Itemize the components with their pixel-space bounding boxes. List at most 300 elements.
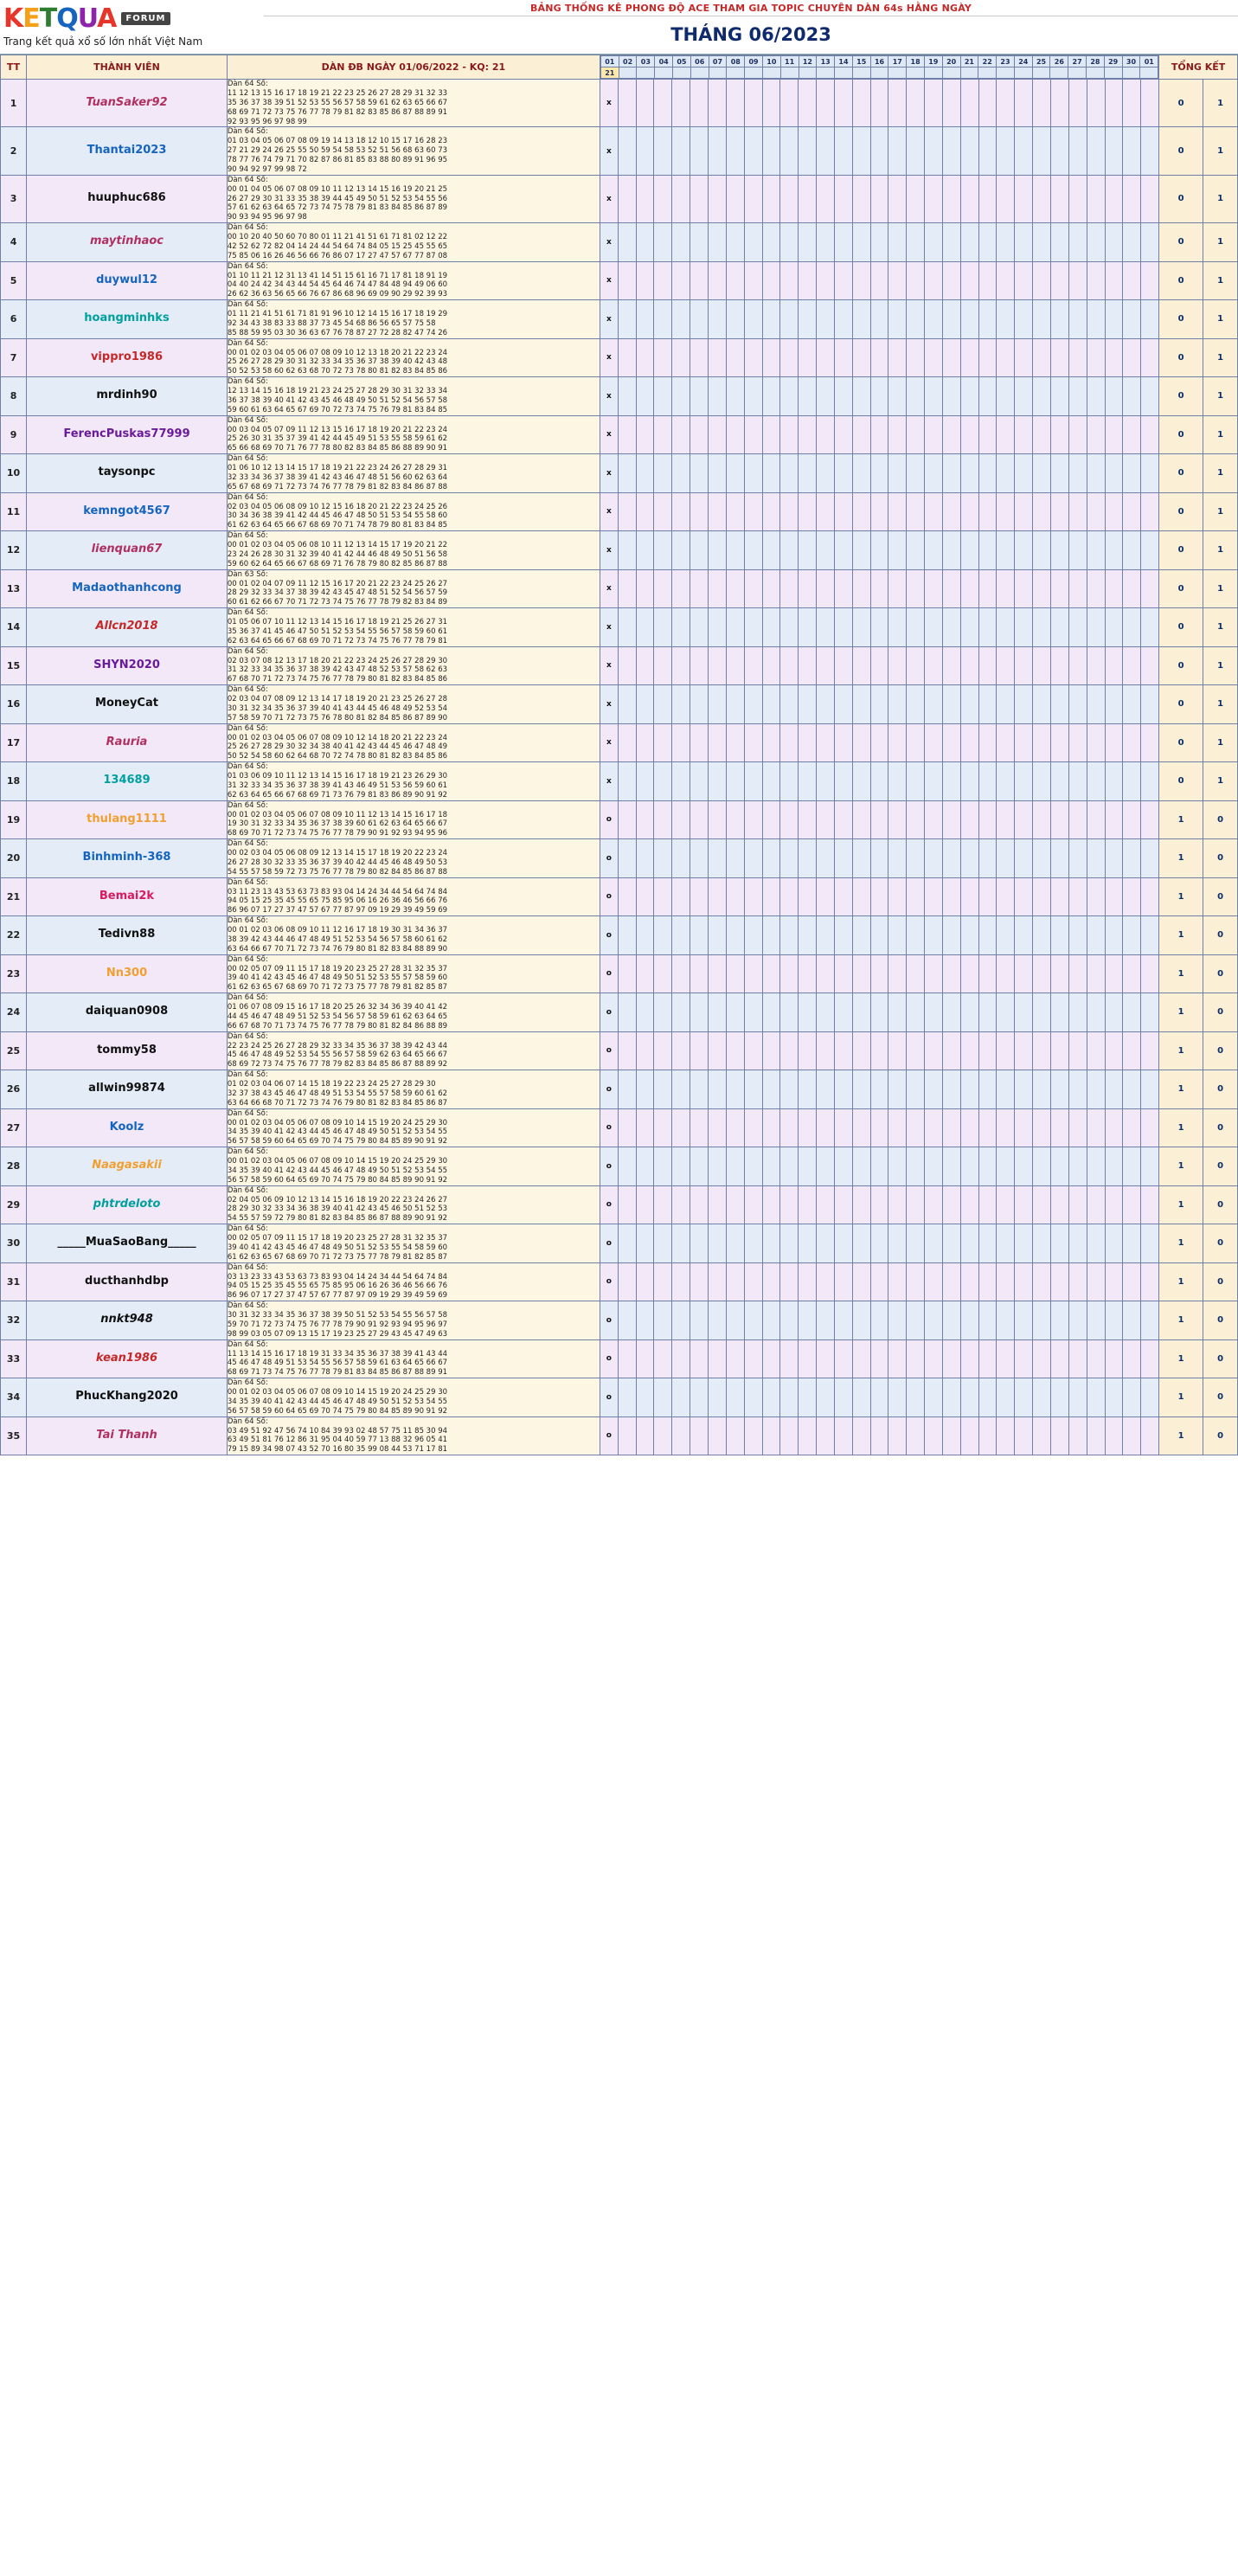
day-cell[interactable] [799, 569, 817, 608]
day-cell[interactable] [799, 608, 817, 647]
day-cell[interactable] [870, 223, 888, 262]
day-column-header[interactable]: 28 [1087, 56, 1105, 67]
member-name[interactable]: huuphuc686 [27, 175, 228, 222]
day-cell[interactable] [762, 127, 780, 175]
day-cell[interactable] [654, 127, 672, 175]
day-cell[interactable] [1141, 1378, 1159, 1417]
day-cell[interactable] [888, 569, 907, 608]
day-cell[interactable] [654, 1416, 672, 1455]
day-cell[interactable] [1033, 916, 1051, 955]
day-cell[interactable] [817, 1378, 835, 1417]
day-cell[interactable] [1051, 877, 1069, 916]
day-cell[interactable] [960, 1031, 978, 1070]
day-cell[interactable] [834, 1339, 852, 1378]
day-cell[interactable] [888, 993, 907, 1032]
day-cell[interactable] [852, 877, 870, 916]
day-cell[interactable] [870, 646, 888, 685]
day-cell[interactable] [907, 877, 925, 916]
day-cell[interactable] [925, 916, 943, 955]
day-cell[interactable] [690, 127, 709, 175]
day-cell[interactable] [708, 300, 726, 339]
day-column-header[interactable]: 23 [997, 56, 1015, 67]
day-cell[interactable] [1141, 454, 1159, 493]
day-cell[interactable] [799, 492, 817, 531]
day-cell[interactable] [817, 300, 835, 339]
day-cell[interactable] [780, 954, 799, 993]
day-cell[interactable] [960, 877, 978, 916]
day-cell[interactable] [618, 569, 636, 608]
day-cell[interactable] [690, 454, 709, 493]
day-cell[interactable] [978, 1147, 997, 1186]
day-cell[interactable] [925, 377, 943, 416]
day-cell[interactable] [925, 223, 943, 262]
day-cell[interactable] [888, 223, 907, 262]
day-cell[interactable] [817, 454, 835, 493]
day-cell[interactable] [888, 1416, 907, 1455]
day-cell[interactable] [925, 1031, 943, 1070]
day-cell[interactable] [1015, 954, 1033, 993]
day-cell[interactable] [1068, 993, 1087, 1032]
day-cell[interactable] [1068, 454, 1087, 493]
day-cell[interactable] [834, 1031, 852, 1070]
day-cell[interactable] [834, 492, 852, 531]
day-column-header[interactable]: 01 [1140, 56, 1158, 67]
day-cell[interactable] [1015, 175, 1033, 222]
result-mark-cell[interactable]: o [600, 839, 618, 878]
day-column-header[interactable]: 05 [673, 56, 691, 67]
day-cell[interactable] [654, 261, 672, 300]
day-cell[interactable] [1087, 1262, 1105, 1301]
day-cell[interactable] [1015, 800, 1033, 839]
day-cell[interactable] [1015, 1185, 1033, 1224]
day-cell[interactable] [672, 261, 690, 300]
day-cell[interactable] [888, 839, 907, 878]
day-cell[interactable] [978, 80, 997, 127]
day-cell[interactable] [1015, 608, 1033, 647]
day-cell[interactable] [618, 223, 636, 262]
day-cell[interactable] [1087, 531, 1105, 570]
member-name[interactable]: hoangminhks [27, 300, 228, 339]
day-cell[interactable] [1123, 454, 1141, 493]
day-column-header[interactable]: 18 [907, 56, 925, 67]
day-cell[interactable] [654, 300, 672, 339]
day-cell[interactable] [834, 569, 852, 608]
day-cell[interactable] [799, 1224, 817, 1263]
day-cell[interactable] [744, 531, 762, 570]
day-cell[interactable] [960, 569, 978, 608]
member-name[interactable]: allwin99874 [27, 1070, 228, 1109]
day-cell[interactable] [997, 1185, 1015, 1224]
day-cell[interactable] [708, 723, 726, 762]
day-cell[interactable] [654, 608, 672, 647]
day-cell[interactable] [618, 1339, 636, 1378]
day-cell[interactable] [1015, 300, 1033, 339]
day-cell[interactable] [852, 685, 870, 724]
day-cell[interactable] [817, 1108, 835, 1147]
day-cell[interactable] [978, 338, 997, 377]
day-cell[interactable] [672, 338, 690, 377]
day-cell[interactable] [817, 338, 835, 377]
day-cell[interactable] [852, 1378, 870, 1417]
day-cell[interactable] [1051, 261, 1069, 300]
day-cell[interactable] [888, 800, 907, 839]
day-cell[interactable] [1033, 646, 1051, 685]
result-mark-cell[interactable]: o [600, 877, 618, 916]
day-cell[interactable] [907, 1378, 925, 1417]
day-cell[interactable] [708, 1147, 726, 1186]
day-cell[interactable] [1051, 685, 1069, 724]
day-cell[interactable] [708, 454, 726, 493]
day-cell[interactable] [960, 1147, 978, 1186]
day-cell[interactable] [726, 916, 744, 955]
day-cell[interactable] [1015, 261, 1033, 300]
member-name[interactable]: Koolz [27, 1108, 228, 1147]
day-cell[interactable] [744, 338, 762, 377]
day-cell[interactable] [888, 1147, 907, 1186]
result-mark-cell[interactable]: o [600, 1108, 618, 1147]
day-cell[interactable] [1087, 954, 1105, 993]
result-mark-cell[interactable]: o [600, 1031, 618, 1070]
day-cell[interactable] [1015, 80, 1033, 127]
day-cell[interactable] [780, 1339, 799, 1378]
day-cell[interactable] [960, 916, 978, 955]
day-cell[interactable] [834, 223, 852, 262]
day-cell[interactable] [870, 993, 888, 1032]
day-cell[interactable] [1123, 492, 1141, 531]
day-cell[interactable] [817, 223, 835, 262]
day-cell[interactable] [799, 1301, 817, 1340]
day-column-header[interactable]: 19 [924, 56, 942, 67]
day-cell[interactable] [1141, 300, 1159, 339]
member-name[interactable]: SHYN2020 [27, 646, 228, 685]
day-cell[interactable] [852, 646, 870, 685]
day-cell[interactable] [1033, 300, 1051, 339]
result-mark-cell[interactable]: x [600, 608, 618, 647]
day-cell[interactable] [672, 80, 690, 127]
day-cell[interactable] [1087, 877, 1105, 916]
day-cell[interactable] [978, 1301, 997, 1340]
day-cell[interactable] [780, 1108, 799, 1147]
day-cell[interactable] [942, 531, 960, 570]
day-cell[interactable] [925, 685, 943, 724]
day-cell[interactable] [817, 377, 835, 416]
day-cell[interactable] [852, 261, 870, 300]
member-name[interactable]: nnkt948 [27, 1301, 228, 1340]
day-cell[interactable] [1033, 492, 1051, 531]
day-cell[interactable] [762, 1031, 780, 1070]
day-cell[interactable] [799, 223, 817, 262]
day-cell[interactable] [708, 1262, 726, 1301]
day-cell[interactable] [1123, 531, 1141, 570]
day-cell[interactable] [997, 762, 1015, 801]
day-cell[interactable] [817, 492, 835, 531]
day-cell[interactable] [654, 723, 672, 762]
day-cell[interactable] [1033, 993, 1051, 1032]
day-cell[interactable] [799, 646, 817, 685]
day-cell[interactable] [1033, 1339, 1051, 1378]
day-cell[interactable] [690, 877, 709, 916]
result-mark-cell[interactable]: o [600, 1224, 618, 1263]
day-cell[interactable] [1123, 877, 1141, 916]
member-name[interactable]: kean1986 [27, 1339, 228, 1378]
day-cell[interactable] [762, 300, 780, 339]
day-cell[interactable] [1141, 839, 1159, 878]
day-cell[interactable] [907, 454, 925, 493]
day-cell[interactable] [654, 338, 672, 377]
day-cell[interactable] [942, 300, 960, 339]
day-cell[interactable] [942, 1224, 960, 1263]
member-name[interactable]: Nn300 [27, 954, 228, 993]
day-cell[interactable] [852, 454, 870, 493]
day-cell[interactable] [1015, 723, 1033, 762]
day-cell[interactable] [726, 454, 744, 493]
day-cell[interactable] [1141, 338, 1159, 377]
day-cell[interactable] [1105, 454, 1123, 493]
day-cell[interactable] [799, 1108, 817, 1147]
day-cell[interactable] [672, 762, 690, 801]
day-cell[interactable] [870, 80, 888, 127]
day-cell[interactable] [1105, 377, 1123, 416]
day-cell[interactable] [744, 954, 762, 993]
day-column-header[interactable]: 16 [870, 56, 888, 67]
day-cell[interactable] [636, 415, 654, 454]
day-cell[interactable] [636, 377, 654, 416]
day-cell[interactable] [834, 80, 852, 127]
day-cell[interactable] [817, 569, 835, 608]
day-cell[interactable] [1087, 569, 1105, 608]
day-cell[interactable] [1033, 608, 1051, 647]
day-cell[interactable] [1087, 454, 1105, 493]
day-cell[interactable] [708, 1301, 726, 1340]
day-cell[interactable] [672, 454, 690, 493]
day-cell[interactable] [744, 839, 762, 878]
day-cell[interactable] [1123, 261, 1141, 300]
day-cell[interactable] [834, 685, 852, 724]
day-cell[interactable] [744, 300, 762, 339]
day-cell[interactable] [852, 1416, 870, 1455]
day-cell[interactable] [817, 175, 835, 222]
day-cell[interactable] [1141, 127, 1159, 175]
day-cell[interactable] [708, 175, 726, 222]
day-cell[interactable] [1105, 1262, 1123, 1301]
day-cell[interactable] [1105, 1416, 1123, 1455]
day-cell[interactable] [925, 839, 943, 878]
day-cell[interactable] [1123, 300, 1141, 339]
day-cell[interactable] [636, 338, 654, 377]
day-cell[interactable] [870, 338, 888, 377]
day-cell[interactable] [852, 608, 870, 647]
day-cell[interactable] [870, 1108, 888, 1147]
day-cell[interactable] [654, 1070, 672, 1109]
day-cell[interactable] [960, 1185, 978, 1224]
day-cell[interactable] [636, 1224, 654, 1263]
day-cell[interactable] [960, 1301, 978, 1340]
day-cell[interactable] [1105, 1339, 1123, 1378]
member-name[interactable]: tommy58 [27, 1031, 228, 1070]
day-cell[interactable] [780, 839, 799, 878]
day-cell[interactable] [654, 80, 672, 127]
day-cell[interactable] [1087, 300, 1105, 339]
day-cell[interactable] [726, 415, 744, 454]
day-cell[interactable] [1141, 877, 1159, 916]
day-cell[interactable] [1123, 1416, 1141, 1455]
day-cell[interactable] [690, 415, 709, 454]
day-cell[interactable] [1068, 800, 1087, 839]
day-cell[interactable] [1087, 1147, 1105, 1186]
day-column-header[interactable]: 14 [835, 56, 853, 67]
day-cell[interactable] [852, 1147, 870, 1186]
day-cell[interactable] [960, 800, 978, 839]
day-cell[interactable] [780, 877, 799, 916]
day-cell[interactable] [762, 1185, 780, 1224]
day-column-header[interactable]: 11 [780, 56, 799, 67]
day-cell[interactable] [1123, 80, 1141, 127]
day-cell[interactable] [834, 175, 852, 222]
day-cell[interactable] [780, 1416, 799, 1455]
day-cell[interactable] [1033, 223, 1051, 262]
day-cell[interactable] [817, 685, 835, 724]
day-cell[interactable] [942, 723, 960, 762]
day-cell[interactable] [1051, 569, 1069, 608]
day-cell[interactable] [618, 916, 636, 955]
day-cell[interactable] [997, 1224, 1015, 1263]
day-cell[interactable] [1123, 723, 1141, 762]
day-cell[interactable] [834, 916, 852, 955]
day-cell[interactable] [888, 877, 907, 916]
day-cell[interactable] [978, 175, 997, 222]
day-cell[interactable] [997, 685, 1015, 724]
day-cell[interactable] [960, 80, 978, 127]
day-cell[interactable] [997, 377, 1015, 416]
day-cell[interactable] [1068, 646, 1087, 685]
day-cell[interactable] [672, 415, 690, 454]
day-cell[interactable] [744, 1339, 762, 1378]
result-mark-cell[interactable]: o [600, 1416, 618, 1455]
day-cell[interactable] [1123, 377, 1141, 416]
day-cell[interactable] [925, 569, 943, 608]
day-cell[interactable] [1087, 261, 1105, 300]
day-cell[interactable] [690, 608, 709, 647]
day-cell[interactable] [1087, 993, 1105, 1032]
day-cell[interactable] [690, 1378, 709, 1417]
day-cell[interactable] [1141, 916, 1159, 955]
day-cell[interactable] [1141, 1224, 1159, 1263]
day-cell[interactable] [852, 531, 870, 570]
day-cell[interactable] [1087, 839, 1105, 878]
day-cell[interactable] [726, 1339, 744, 1378]
day-cell[interactable] [708, 531, 726, 570]
day-cell[interactable] [780, 993, 799, 1032]
day-cell[interactable] [672, 608, 690, 647]
day-cell[interactable] [1015, 454, 1033, 493]
day-cell[interactable] [636, 1339, 654, 1378]
day-cell[interactable] [925, 1378, 943, 1417]
day-cell[interactable] [636, 531, 654, 570]
day-cell[interactable] [708, 1031, 726, 1070]
result-mark-cell[interactable]: x [600, 175, 618, 222]
day-cell[interactable] [852, 1070, 870, 1109]
day-cell[interactable] [1015, 1378, 1033, 1417]
result-mark-cell[interactable]: x [600, 127, 618, 175]
day-cell[interactable] [925, 608, 943, 647]
day-cell[interactable] [907, 175, 925, 222]
day-cell[interactable] [997, 127, 1015, 175]
day-cell[interactable] [870, 1070, 888, 1109]
day-cell[interactable] [780, 415, 799, 454]
result-mark-cell[interactable]: x [600, 723, 618, 762]
day-cell[interactable] [744, 127, 762, 175]
day-cell[interactable] [1141, 492, 1159, 531]
day-cell[interactable] [942, 175, 960, 222]
day-cell[interactable] [744, 762, 762, 801]
member-name[interactable]: Tedivn88 [27, 916, 228, 955]
day-cell[interactable] [907, 492, 925, 531]
day-cell[interactable] [852, 800, 870, 839]
day-cell[interactable] [636, 569, 654, 608]
day-cell[interactable] [1105, 569, 1123, 608]
day-cell[interactable] [799, 127, 817, 175]
day-cell[interactable] [780, 1031, 799, 1070]
day-cell[interactable] [654, 685, 672, 724]
day-cell[interactable] [925, 1070, 943, 1109]
day-cell[interactable] [978, 531, 997, 570]
result-mark-cell[interactable]: x [600, 569, 618, 608]
day-cell[interactable] [978, 800, 997, 839]
day-cell[interactable] [654, 1224, 672, 1263]
day-cell[interactable] [1033, 723, 1051, 762]
day-cell[interactable] [978, 723, 997, 762]
day-cell[interactable] [1033, 954, 1051, 993]
day-cell[interactable] [690, 492, 709, 531]
day-cell[interactable] [762, 1224, 780, 1263]
day-cell[interactable] [1051, 1147, 1069, 1186]
day-cell[interactable] [960, 338, 978, 377]
day-cell[interactable] [618, 1262, 636, 1301]
day-cell[interactable] [690, 223, 709, 262]
day-cell[interactable] [1015, 1108, 1033, 1147]
day-cell[interactable] [978, 1031, 997, 1070]
day-cell[interactable] [942, 608, 960, 647]
day-cell[interactable] [997, 261, 1015, 300]
day-cell[interactable] [817, 1416, 835, 1455]
day-cell[interactable] [1123, 175, 1141, 222]
day-cell[interactable] [1033, 377, 1051, 416]
day-cell[interactable] [780, 1070, 799, 1109]
day-cell[interactable] [726, 569, 744, 608]
day-cell[interactable] [997, 531, 1015, 570]
day-cell[interactable] [672, 377, 690, 416]
day-cell[interactable] [708, 762, 726, 801]
day-column-header[interactable]: 03 [637, 56, 655, 67]
day-cell[interactable] [654, 1031, 672, 1070]
member-name[interactable]: thulang1111 [27, 800, 228, 839]
day-cell[interactable] [618, 1108, 636, 1147]
member-name[interactable]: 134689 [27, 762, 228, 801]
day-cell[interactable] [799, 839, 817, 878]
day-cell[interactable] [636, 993, 654, 1032]
day-cell[interactable] [907, 1416, 925, 1455]
day-cell[interactable] [654, 1301, 672, 1340]
day-cell[interactable] [834, 1070, 852, 1109]
day-cell[interactable] [1123, 127, 1141, 175]
day-cell[interactable] [654, 454, 672, 493]
day-cell[interactable] [1087, 1031, 1105, 1070]
day-cell[interactable] [1105, 762, 1123, 801]
day-cell[interactable] [834, 954, 852, 993]
day-cell[interactable] [636, 1070, 654, 1109]
day-cell[interactable] [654, 800, 672, 839]
day-cell[interactable] [672, 1416, 690, 1455]
